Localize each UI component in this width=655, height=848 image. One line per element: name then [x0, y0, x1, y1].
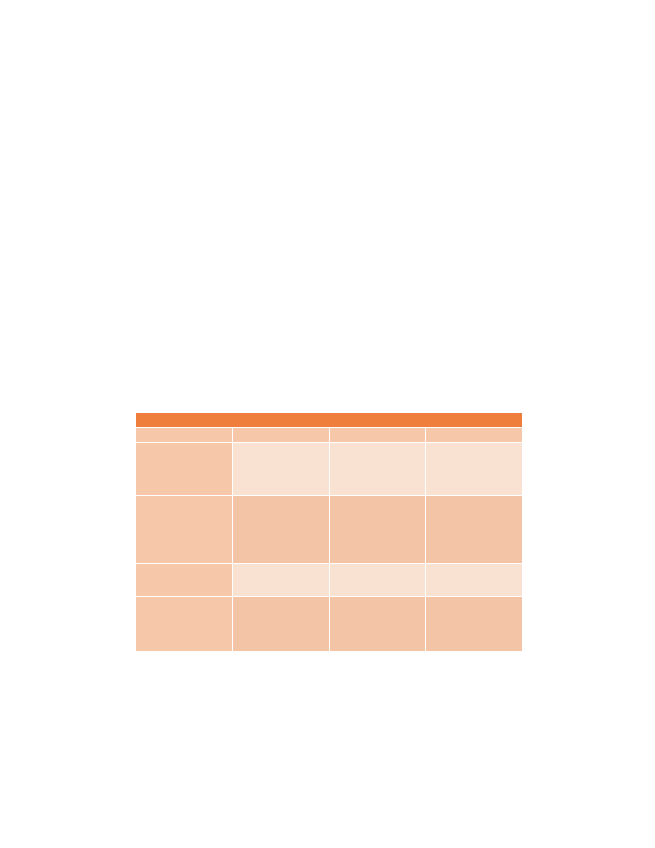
table-cell-desventajas	[426, 443, 523, 496]
table-cell-ventajas	[329, 564, 426, 597]
table-row	[136, 443, 523, 496]
table-row	[136, 597, 523, 652]
table-cell-desventajas	[426, 564, 523, 597]
table-cell-desventajas	[426, 496, 523, 564]
table-cell-ventajas	[329, 597, 426, 652]
humeda-table	[135, 412, 523, 652]
table-title	[136, 413, 523, 428]
table-row	[136, 496, 523, 564]
table-cell-ideal	[232, 597, 329, 652]
table-header-empty	[136, 428, 233, 443]
table-cell-method	[136, 496, 233, 564]
table-cell-ideal	[232, 443, 329, 496]
table-cell-method	[136, 597, 233, 652]
table-header-ventajas	[329, 428, 426, 443]
table-cell-desventajas	[426, 597, 523, 652]
table-cell-ideal	[232, 564, 329, 597]
table-header-desventajas	[426, 428, 523, 443]
table-row	[136, 564, 523, 597]
table-cell-ideal	[232, 496, 329, 564]
table-cell-method	[136, 443, 233, 496]
table-cell-ventajas	[329, 496, 426, 564]
table-cell-ventajas	[329, 443, 426, 496]
table-cell-method	[136, 564, 233, 597]
table-header-ideal	[232, 428, 329, 443]
